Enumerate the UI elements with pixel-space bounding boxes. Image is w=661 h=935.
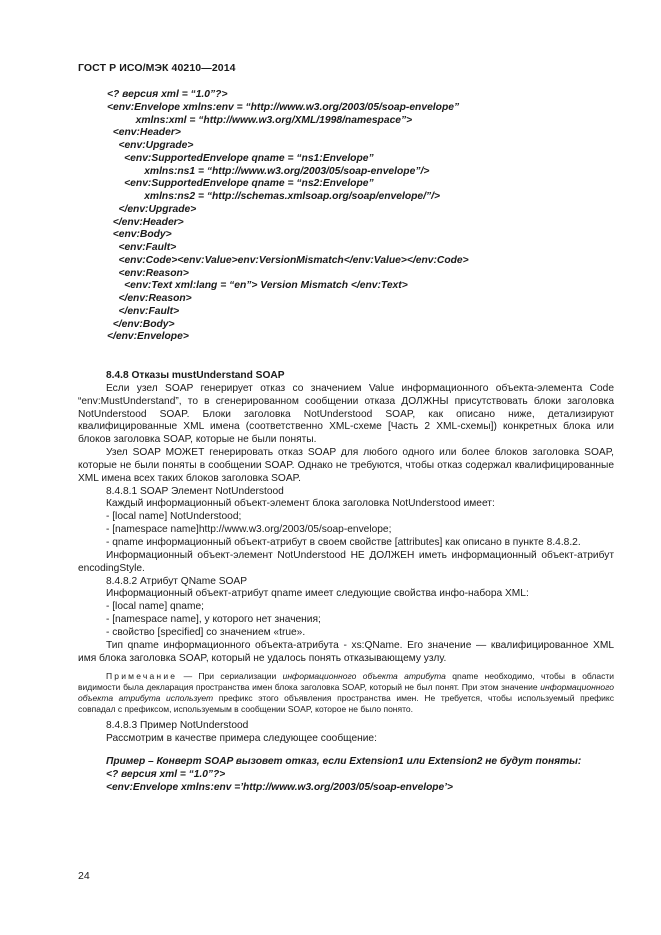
code-line: <env:Reason> bbox=[107, 267, 189, 279]
example-code-line: <env:Envelope xmlns:env =’http://www.w3.org/2003/05/soap-envelope’> bbox=[106, 781, 453, 793]
code-line: xmlns:xml = “http://www.w3.org/XML/1998/namespace”> bbox=[107, 114, 413, 126]
code-line: </env:Header> bbox=[107, 216, 184, 228]
list-item: - [namespace name], у которого нет значения; bbox=[106, 614, 321, 626]
code-line: </env:Upgrade> bbox=[107, 203, 197, 215]
list-item: - свойство [specified] со значением «true». bbox=[106, 626, 306, 638]
subsection-1-paragraph-2: Информационный объект-элемент NotUnderstood НЕ ДОЛЖЕН иметь информационный объект-атрибут encodingStyle. bbox=[78, 549, 614, 574]
example-title: Пример – Конверт SOAP вызовет отказ, если Extension1 или Extension2 не будут поняты: bbox=[106, 755, 582, 767]
paragraph-1: Если узел SOAP генерирует отказ со значением Value информационного объекта-элемента Code “env:MustUnderstand”, то в сгенерированном сообщении отказа ДОЛЖНЫ присутствовать блоки заголовка NotUnderstood SOAP. Блоки заголовка NotUnderstood SOAP, как описано ниже, детализируют квалифицированные XML имена (соответственно XML-схеме [Часть 2 XML-схемы]) конкретных блока или блоков заголовка SOAP, которые не были поняты. bbox=[78, 382, 614, 446]
paragraph-2: Узел SOAP МОЖЕТ генерировать отказ SOAP для любого одного или более блоков заголовка SOAP, которые не были поняты в сообщении SOAP. Однако не требуются, чтобы отказ содержал квалифицированные XML имена всех таких блоков заголовка SOAP. bbox=[78, 447, 614, 484]
list-item: - [local name] qname; bbox=[106, 601, 204, 613]
subsection-heading-1: 8.4.8.1 SOAP Элемент NotUnderstood bbox=[106, 485, 284, 497]
code-line: <env:SupportedEnvelope qname = “ns2:Envelope” bbox=[107, 178, 374, 190]
code-line: </env:Fault> bbox=[107, 305, 180, 317]
code-line: xmlns:ns2 = “http://schemas.xmlsoap.org/soap/envelope/”/> bbox=[107, 191, 441, 202]
code-line: <env:Fault> bbox=[107, 242, 177, 253]
subsection-3-paragraph: Рассмотрим в качестве примера следующее сообщение: bbox=[106, 733, 377, 745]
code-line: <env:Code><env:Value>env:VersionMismatch</env:Value></env:Code> bbox=[107, 254, 469, 266]
code-line: </env:Body> bbox=[107, 318, 175, 330]
subsection-2-paragraph-2: Тип qname информационного объекта-атрибута - xs:QName. Его значение — квалифицированное XML имя блока заголовка SOAP, который не удалось понять отказывающему узлу. bbox=[78, 639, 614, 664]
list-item: - [local name] NotUnderstood; bbox=[106, 511, 242, 523]
code-line: <env:Envelope xmlns:env = “http://www.w3.org/2003/05/soap-envelope” bbox=[107, 101, 460, 113]
code-line: xmlns:ns1 = “http://www.w3.org/2003/05/soap-envelope”/> bbox=[107, 165, 430, 177]
code-line: </env:Reason> bbox=[107, 293, 192, 304]
note-label: Примечание bbox=[106, 671, 178, 682]
list-item: - [namespace name]http://www.w3.org/2003/05/soap-envelope; bbox=[106, 524, 392, 536]
list-item: - qname информационный объект-атрибут в своем свойстве [attributes] как описано в пункте 8.4.8.2. bbox=[106, 536, 581, 548]
note: Примечание — При сериализации информационного объекта атрибута qname необходимо, чтобы в области видимости была декларация пространства имен блока заголовка SOAP, который не был понят. При этом значение информационного объекта атрибута использует префикс этого объявления пространства имен. Не требуется, чтобы используемый префикс совпадал с префиксом, используемым в сообщении SOAP, которое не было понято. bbox=[78, 671, 614, 714]
document-body bbox=[78, 370, 614, 794]
code-line: <env:Header> bbox=[107, 127, 181, 139]
subsection-heading-3: 8.4.8.3 Пример NotUnderstood bbox=[106, 720, 249, 732]
subsection-1-paragraph: Каждый информационный объект-элемент блока заголовка NotUnderstood имеет: bbox=[106, 498, 495, 510]
section-heading: 8.4.8 Отказы mustUnderstand SOAP bbox=[106, 370, 285, 381]
code-line: <env:Text xml:lang = “en”> Version Mismatch </env:Text> bbox=[107, 280, 408, 292]
code-line: </env:Envelope> bbox=[107, 331, 189, 343]
code-line: <env:Upgrade> bbox=[107, 140, 194, 151]
page-number: 24 bbox=[78, 870, 90, 882]
example-code-line: <? версия xml = “1.0”?> bbox=[106, 768, 226, 780]
code-line: <env:SupportedEnvelope qname = “ns1:Envelope” bbox=[107, 152, 374, 164]
document-header: ГОСТ Р ИСО/МЭК 40210—2014 bbox=[78, 62, 236, 74]
code-line: <env:Body> bbox=[107, 229, 172, 241]
subsection-2-paragraph: Информационный объект-атрибут qname имеет следующие свойства инфо-набора XML: bbox=[106, 588, 529, 600]
xml-code-block bbox=[107, 89, 627, 344]
code-line: <? версия xml = “1.0”?> bbox=[107, 89, 228, 100]
subsection-heading-2: 8.4.8.2 Атрибут QName SOAP bbox=[106, 575, 248, 587]
